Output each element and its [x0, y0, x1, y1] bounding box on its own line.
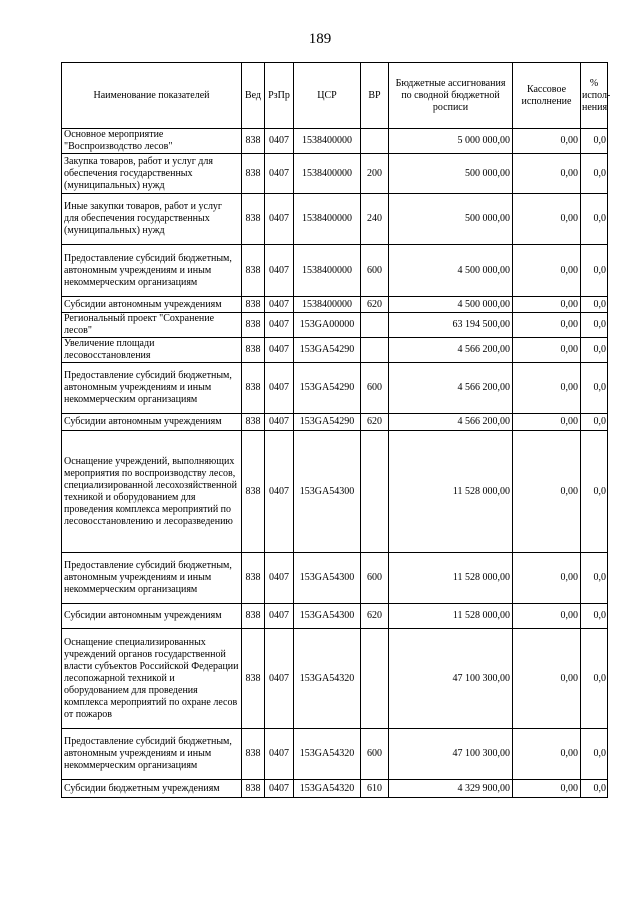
row-pct-cell: 0,0 — [581, 414, 608, 431]
row-ved-cell: 838 — [242, 313, 265, 338]
row-budget-cell: 4 566 200,00 — [389, 363, 513, 414]
row-pct-cell: 0,0 — [581, 780, 608, 798]
row-csr-cell: 153GA54320 — [294, 729, 361, 780]
row-name: Закупка товаров, работ и услуг для обеспечения государственных (муниципальных) нужд — [64, 155, 213, 191]
row-name-cell — [62, 245, 242, 297]
row-budget-cell: 11 528 000,00 — [389, 431, 513, 553]
row-name-cell — [62, 154, 242, 194]
row-name-cell — [62, 129, 242, 154]
row-ved-cell: 838 — [242, 431, 265, 553]
row-cash-cell: 0,00 — [513, 553, 581, 604]
row-name: Оснащение специализированных учреждений органов государственной власти субъектов Российской Федерации лесопожарной техникой и оборудованием для проведения комплекса мероприятий по охране лесов от пожаров — [64, 636, 239, 720]
row-name: Субсидии автономным учреждениям — [64, 416, 222, 427]
row-cash-cell: 0,00 — [513, 363, 581, 414]
header-csr: ЦСР — [294, 63, 361, 129]
header-cash: Кассовое исполнение — [513, 63, 581, 129]
row-name-cell — [62, 414, 242, 431]
row-cash-cell: 0,00 — [513, 129, 581, 154]
row-rzpr-cell: 0407 — [265, 729, 294, 780]
row-cash-cell: 0,00 — [513, 604, 581, 629]
row-vr-cell — [361, 431, 389, 553]
row-rzpr-cell: 0407 — [265, 338, 294, 363]
row-rzpr-cell: 0407 — [265, 604, 294, 629]
row-name: Субсидии автономным учреждениям — [64, 298, 222, 310]
row-csr-cell: 1538400000 — [294, 154, 361, 194]
row-budget-cell: 4 500 000,00 — [389, 297, 513, 313]
row-rzpr-cell: 0407 — [265, 363, 294, 414]
row-vr-cell — [361, 313, 389, 338]
row-budget-cell: 63 194 500,00 — [389, 313, 513, 338]
row-cash-cell: 0,00 — [513, 780, 581, 798]
row-ved-cell: 838 — [242, 363, 265, 414]
row-pct-cell: 0,0 — [581, 129, 608, 154]
table-row — [62, 414, 608, 431]
row-csr-cell: 153GA54300 — [294, 553, 361, 604]
row-rzpr-cell: 0407 — [265, 313, 294, 338]
row-budget-cell: 4 566 200,00 — [389, 338, 513, 363]
row-rzpr-cell: 0407 — [265, 414, 294, 431]
row-vr-cell: 600 — [361, 729, 389, 780]
row-cash-cell: 0,00 — [513, 629, 581, 729]
row-budget-cell: 4 566 200,00 — [389, 414, 513, 431]
row-pct-cell: 0,0 — [581, 431, 608, 553]
table-row — [62, 780, 608, 798]
row-cash-cell: 0,00 — [513, 297, 581, 313]
row-name: Региональный проект "Сохранение лесов" — [64, 313, 215, 336]
header-vr: ВР — [361, 63, 389, 129]
budget-table — [61, 62, 611, 798]
row-rzpr-cell: 0407 — [265, 553, 294, 604]
row-cash-cell: 0,00 — [513, 245, 581, 297]
table-row — [62, 431, 608, 553]
row-pct-cell: 0,0 — [581, 245, 608, 297]
row-vr-cell — [361, 629, 389, 729]
row-cash-cell: 0,00 — [513, 338, 581, 363]
header-rzpr: РзПр — [265, 63, 294, 129]
row-csr-cell: 153GA54290 — [294, 363, 361, 414]
row-name-cell — [62, 313, 242, 338]
row-csr-cell: 1538400000 — [294, 194, 361, 245]
row-name-cell — [62, 553, 242, 604]
row-vr-cell: 620 — [361, 414, 389, 431]
row-name: Предоставление субсидий бюджетным, автономным учреждениям и иным некоммерческим организациям — [64, 252, 232, 288]
row-pct-cell: 0,0 — [581, 194, 608, 245]
row-csr-cell: 1538400000 — [294, 245, 361, 297]
row-name-cell — [62, 604, 242, 629]
row-vr-cell: 600 — [361, 363, 389, 414]
header-ved: Вед — [242, 63, 265, 129]
row-vr-cell: 610 — [361, 780, 389, 798]
row-name: Основное мероприятие "Воспроизводство лесов" — [64, 129, 173, 152]
row-name-cell — [62, 194, 242, 245]
table-row — [62, 194, 608, 245]
row-csr-cell: 153GA54320 — [294, 629, 361, 729]
row-csr-cell: 153GA00000 — [294, 313, 361, 338]
row-pct-cell: 0,0 — [581, 338, 608, 363]
row-pct-cell: 0,0 — [581, 729, 608, 780]
row-vr-cell: 240 — [361, 194, 389, 245]
table-row — [62, 338, 608, 363]
row-name-cell — [62, 629, 242, 729]
row-rzpr-cell: 0407 — [265, 154, 294, 194]
row-rzpr-cell: 0407 — [265, 129, 294, 154]
row-budget-cell: 4 500 000,00 — [389, 245, 513, 297]
row-name: Оснащение учреждений, выполняющих мероприятия по воспроизводству лесов, специализированной лесохозяйственной техникой и оборудованием для проведения комплекса мероприятий по лесовосстановлению и лесоразведению — [64, 455, 238, 527]
row-name-cell — [62, 297, 242, 313]
row-pct-cell: 0,0 — [581, 154, 608, 194]
row-vr-cell — [361, 129, 389, 154]
row-name-cell — [62, 338, 242, 363]
row-vr-cell: 620 — [361, 604, 389, 629]
row-name: Предоставление субсидий бюджетным, автономным учреждениям и иным некоммерческим организациям — [64, 370, 232, 405]
row-cash-cell: 0,00 — [513, 414, 581, 431]
table-header-row — [62, 63, 608, 129]
row-pct-cell: 0,0 — [581, 604, 608, 629]
row-name: Предоставление субсидий бюджетным, автономным учреждениям и иным некоммерческим организациям — [64, 560, 232, 595]
row-budget-cell: 500 000,00 — [389, 154, 513, 194]
table-row — [62, 729, 608, 780]
header-pct: % испол-нения — [581, 63, 608, 129]
row-rzpr-cell: 0407 — [265, 194, 294, 245]
row-ved-cell: 838 — [242, 297, 265, 313]
row-ved-cell: 838 — [242, 729, 265, 780]
row-rzpr-cell: 0407 — [265, 245, 294, 297]
table-row — [62, 313, 608, 338]
row-rzpr-cell: 0407 — [265, 431, 294, 553]
row-budget-cell: 47 100 300,00 — [389, 729, 513, 780]
row-ved-cell: 838 — [242, 194, 265, 245]
row-ved-cell: 838 — [242, 245, 265, 297]
table-row — [62, 363, 608, 414]
row-pct-cell: 0,0 — [581, 297, 608, 313]
row-name: Субсидии бюджетным учреждениям — [64, 782, 220, 794]
page-number: 189 — [308, 31, 332, 47]
row-name: Субсидии автономным учреждениям — [64, 610, 222, 621]
table-row — [62, 297, 608, 313]
row-rzpr-cell: 0407 — [265, 780, 294, 798]
table-row — [62, 629, 608, 729]
row-cash-cell: 0,00 — [513, 313, 581, 338]
row-name-cell — [62, 729, 242, 780]
row-csr-cell: 153GA54300 — [294, 604, 361, 629]
row-rzpr-cell: 0407 — [265, 297, 294, 313]
row-pct-cell: 0,0 — [581, 629, 608, 729]
row-budget-cell: 500 000,00 — [389, 194, 513, 245]
table-row — [62, 604, 608, 629]
row-csr-cell: 1538400000 — [294, 129, 361, 154]
header-name: Наименование показателей — [62, 63, 242, 129]
row-vr-cell — [361, 338, 389, 363]
row-ved-cell: 838 — [242, 414, 265, 431]
table-row — [62, 553, 608, 604]
row-name: Иные закупки товаров, работ и услуг для обеспечения государственных (муниципальных) нужд — [64, 201, 223, 236]
row-cash-cell: 0,00 — [513, 194, 581, 245]
table-row — [62, 245, 608, 297]
row-budget-cell: 5 000 000,00 — [389, 129, 513, 154]
table-row — [62, 154, 608, 194]
row-vr-cell: 600 — [361, 245, 389, 297]
row-budget-cell: 11 528 000,00 — [389, 553, 513, 604]
row-pct-cell: 0,0 — [581, 553, 608, 604]
row-csr-cell: 1538400000 — [294, 297, 361, 313]
row-csr-cell: 153GA54290 — [294, 338, 361, 363]
row-vr-cell: 620 — [361, 297, 389, 313]
row-vr-cell: 200 — [361, 154, 389, 194]
row-name: Предоставление субсидий бюджетным, автономным учреждениям и иным некоммерческим организациям — [64, 736, 232, 771]
row-ved-cell: 838 — [242, 338, 265, 363]
header-budget: Бюджетные ассигнования по сводной бюджетной росписи — [389, 63, 513, 129]
row-csr-cell: 153GA54300 — [294, 431, 361, 553]
row-budget-cell: 11 528 000,00 — [389, 604, 513, 629]
table-row — [62, 129, 608, 154]
row-pct-cell: 0,0 — [581, 313, 608, 338]
row-pct-cell: 0,0 — [581, 363, 608, 414]
row-cash-cell: 0,00 — [513, 154, 581, 194]
row-csr-cell: 153GA54320 — [294, 780, 361, 798]
row-budget-cell: 47 100 300,00 — [389, 629, 513, 729]
row-ved-cell: 838 — [242, 154, 265, 194]
row-name-cell — [62, 780, 242, 798]
row-name-cell — [62, 363, 242, 414]
row-vr-cell: 600 — [361, 553, 389, 604]
row-name-cell — [62, 431, 242, 553]
row-ved-cell: 838 — [242, 780, 265, 798]
row-rzpr-cell: 0407 — [265, 629, 294, 729]
row-budget-cell: 4 329 900,00 — [389, 780, 513, 798]
row-name: Увеличение площади лесовосстановления — [64, 338, 155, 361]
row-csr-cell: 153GA54290 — [294, 414, 361, 431]
row-ved-cell: 838 — [242, 129, 265, 154]
row-ved-cell: 838 — [242, 604, 265, 629]
row-cash-cell: 0,00 — [513, 729, 581, 780]
row-ved-cell: 838 — [242, 629, 265, 729]
row-cash-cell: 0,00 — [513, 431, 581, 553]
row-ved-cell: 838 — [242, 553, 265, 604]
